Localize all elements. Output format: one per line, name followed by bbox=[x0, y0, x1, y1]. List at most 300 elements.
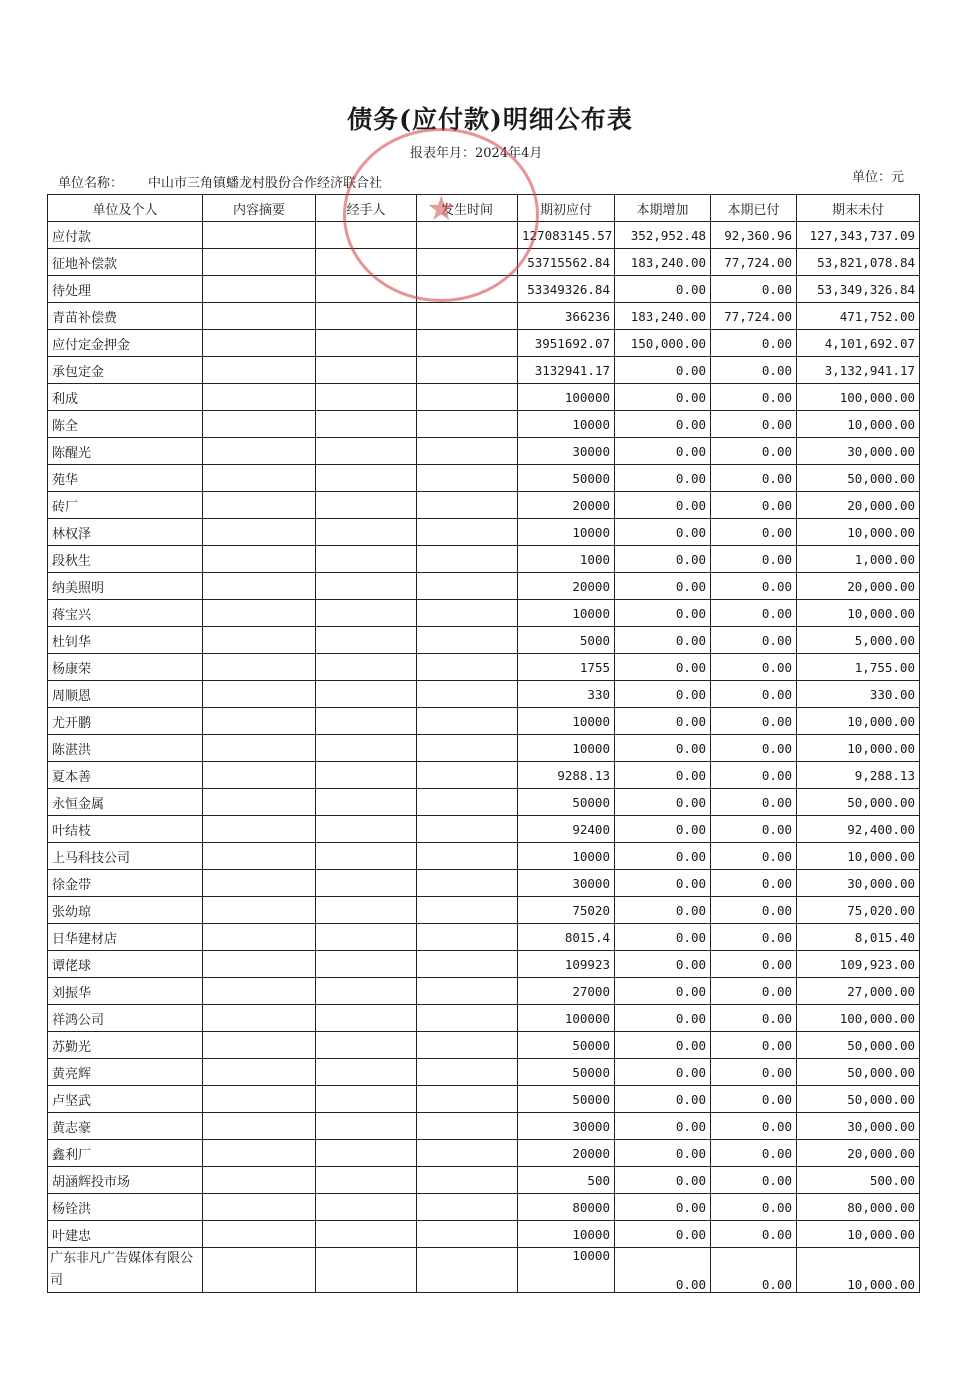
closing-amount: 10,000.00 bbox=[797, 843, 920, 870]
closing-amount: 471,752.00 bbox=[797, 303, 920, 330]
summary-cell bbox=[203, 897, 316, 924]
handler-cell bbox=[316, 1059, 417, 1086]
summary-cell bbox=[203, 870, 316, 897]
opening-amount: 8015.4 bbox=[518, 924, 615, 951]
unit-name-label: 单位名称： bbox=[58, 176, 124, 191]
table-row bbox=[48, 492, 920, 519]
closing-amount: 10,000.00 bbox=[797, 519, 920, 546]
unit-name: 中山市三角镇蟠龙村股份合作经济联合社 bbox=[148, 176, 383, 191]
date-cell bbox=[417, 222, 518, 249]
header-summary: 内容摘要 bbox=[203, 195, 316, 222]
party-name: 黄亮辉 bbox=[48, 1059, 203, 1086]
closing-amount: 20,000.00 bbox=[797, 573, 920, 600]
table-row bbox=[48, 276, 920, 303]
summary-cell bbox=[203, 843, 316, 870]
summary-cell bbox=[203, 438, 316, 465]
paid-amount: 0.00 bbox=[711, 573, 797, 600]
party-name: 尤开鹏 bbox=[48, 708, 203, 735]
handler-cell bbox=[316, 1221, 417, 1248]
paid-amount: 0.00 bbox=[711, 600, 797, 627]
date-cell bbox=[417, 1032, 518, 1059]
opening-amount: 20000 bbox=[518, 573, 615, 600]
summary-cell bbox=[203, 573, 316, 600]
date-cell bbox=[417, 438, 518, 465]
date-cell bbox=[417, 600, 518, 627]
handler-cell bbox=[316, 222, 417, 249]
party-name: 永恒金属 bbox=[48, 789, 203, 816]
handler-cell bbox=[316, 492, 417, 519]
opening-amount: 366236 bbox=[518, 303, 615, 330]
closing-amount: 30,000.00 bbox=[797, 1113, 920, 1140]
increase-amount: 352,952.48 bbox=[615, 222, 711, 249]
date-cell bbox=[417, 1005, 518, 1032]
date-cell bbox=[417, 1221, 518, 1248]
date-cell bbox=[417, 1248, 518, 1293]
increase-amount: 0.00 bbox=[615, 465, 711, 492]
opening-amount: 127083145.57 bbox=[518, 222, 615, 249]
summary-cell bbox=[203, 1005, 316, 1032]
party-name: 杨康荣 bbox=[48, 654, 203, 681]
paid-amount: 0.00 bbox=[711, 492, 797, 519]
summary-cell bbox=[203, 1167, 316, 1194]
date-cell bbox=[417, 303, 518, 330]
increase-amount: 0.00 bbox=[615, 1140, 711, 1167]
opening-amount: 10000 bbox=[518, 708, 615, 735]
increase-amount: 0.00 bbox=[615, 492, 711, 519]
opening-amount: 30000 bbox=[518, 870, 615, 897]
table-row bbox=[48, 1194, 920, 1221]
closing-amount: 50,000.00 bbox=[797, 1032, 920, 1059]
handler-cell bbox=[316, 600, 417, 627]
report-period: 报表年月：2024年4月 bbox=[410, 146, 543, 161]
closing-amount: 10,000.00 bbox=[797, 411, 920, 438]
opening-amount: 10000 bbox=[518, 411, 615, 438]
handler-cell bbox=[316, 735, 417, 762]
date-cell bbox=[417, 681, 518, 708]
summary-cell bbox=[203, 249, 316, 276]
table-row bbox=[48, 357, 920, 384]
opening-amount: 53715562.84 bbox=[518, 249, 615, 276]
paid-amount: 0.00 bbox=[711, 627, 797, 654]
increase-amount: 0.00 bbox=[615, 600, 711, 627]
table-row bbox=[48, 843, 920, 870]
opening-amount: 5000 bbox=[518, 627, 615, 654]
party-name: 苑华 bbox=[48, 465, 203, 492]
summary-cell bbox=[203, 465, 316, 492]
paid-amount: 77,724.00 bbox=[711, 303, 797, 330]
handler-cell bbox=[316, 1140, 417, 1167]
date-cell bbox=[417, 1167, 518, 1194]
summary-cell bbox=[203, 1140, 316, 1167]
handler-cell bbox=[316, 843, 417, 870]
increase-amount: 0.00 bbox=[615, 627, 711, 654]
party-name: 周顺恩 bbox=[48, 681, 203, 708]
table-row bbox=[48, 1167, 920, 1194]
handler-cell bbox=[316, 546, 417, 573]
handler-cell bbox=[316, 1032, 417, 1059]
paid-amount: 92,360.96 bbox=[711, 222, 797, 249]
party-name: 谭佬球 bbox=[48, 951, 203, 978]
increase-amount: 0.00 bbox=[615, 924, 711, 951]
increase-amount: 0.00 bbox=[615, 1059, 711, 1086]
party-name: 征地补偿款 bbox=[48, 249, 203, 276]
closing-amount: 3,132,941.17 bbox=[797, 357, 920, 384]
party-name: 叶建忠 bbox=[48, 1221, 203, 1248]
increase-amount: 0.00 bbox=[615, 384, 711, 411]
opening-amount: 10000 bbox=[518, 843, 615, 870]
header-increase: 本期增加 bbox=[615, 195, 711, 222]
opening-amount: 27000 bbox=[518, 978, 615, 1005]
increase-amount: 0.00 bbox=[615, 870, 711, 897]
increase-amount: 0.00 bbox=[615, 357, 711, 384]
increase-amount: 0.00 bbox=[615, 951, 711, 978]
date-cell bbox=[417, 735, 518, 762]
closing-amount: 92,400.00 bbox=[797, 816, 920, 843]
closing-amount: 100,000.00 bbox=[797, 384, 920, 411]
summary-cell bbox=[203, 411, 316, 438]
date-cell bbox=[417, 654, 518, 681]
opening-amount: 3132941.17 bbox=[518, 357, 615, 384]
increase-amount: 0.00 bbox=[615, 978, 711, 1005]
summary-cell bbox=[203, 1221, 316, 1248]
summary-cell bbox=[203, 546, 316, 573]
table-row bbox=[48, 1140, 920, 1167]
paid-amount: 0.00 bbox=[711, 708, 797, 735]
party-name: 张幼琼 bbox=[48, 897, 203, 924]
header-closing: 期末未付 bbox=[797, 195, 920, 222]
table-row bbox=[48, 519, 920, 546]
paid-amount: 0.00 bbox=[711, 1194, 797, 1221]
opening-amount: 330 bbox=[518, 681, 615, 708]
opening-amount: 80000 bbox=[518, 1194, 615, 1221]
closing-amount: 10,000.00 bbox=[797, 708, 920, 735]
increase-amount: 0.00 bbox=[615, 411, 711, 438]
opening-amount: 100000 bbox=[518, 1005, 615, 1032]
closing-amount: 10,000.00 bbox=[797, 600, 920, 627]
table-row bbox=[48, 951, 920, 978]
table-row bbox=[48, 465, 920, 492]
handler-cell bbox=[316, 384, 417, 411]
table-row bbox=[48, 249, 920, 276]
handler-cell bbox=[316, 654, 417, 681]
closing-amount: 10,000.00 bbox=[797, 1221, 920, 1248]
date-cell bbox=[417, 924, 518, 951]
table-header-row bbox=[48, 195, 920, 222]
party-name: 苏勤光 bbox=[48, 1032, 203, 1059]
date-cell bbox=[417, 708, 518, 735]
handler-cell bbox=[316, 357, 417, 384]
increase-amount: 0.00 bbox=[615, 681, 711, 708]
table-row bbox=[48, 573, 920, 600]
opening-amount: 20000 bbox=[518, 1140, 615, 1167]
currency-unit-label: 单位：元 bbox=[852, 170, 905, 185]
closing-amount: 109,923.00 bbox=[797, 951, 920, 978]
handler-cell bbox=[316, 303, 417, 330]
handler-cell bbox=[316, 276, 417, 303]
table-row bbox=[48, 1221, 920, 1248]
table-row bbox=[48, 978, 920, 1005]
closing-amount: 100,000.00 bbox=[797, 1005, 920, 1032]
closing-amount: 500.00 bbox=[797, 1167, 920, 1194]
table-body bbox=[48, 222, 920, 1293]
party-name: 刘振华 bbox=[48, 978, 203, 1005]
closing-amount: 30,000.00 bbox=[797, 438, 920, 465]
increase-amount: 0.00 bbox=[615, 1167, 711, 1194]
table-row bbox=[48, 1113, 920, 1140]
table-row bbox=[48, 384, 920, 411]
date-cell bbox=[417, 762, 518, 789]
summary-cell bbox=[203, 1086, 316, 1113]
paid-amount: 0.00 bbox=[711, 1113, 797, 1140]
table-row bbox=[48, 654, 920, 681]
handler-cell bbox=[316, 1005, 417, 1032]
summary-cell bbox=[203, 519, 316, 546]
closing-amount: 8,015.40 bbox=[797, 924, 920, 951]
paid-amount: 0.00 bbox=[711, 735, 797, 762]
date-cell bbox=[417, 627, 518, 654]
party-name: 林权泽 bbox=[48, 519, 203, 546]
paid-amount: 0.00 bbox=[711, 789, 797, 816]
paid-amount: 0.00 bbox=[711, 357, 797, 384]
date-cell bbox=[417, 465, 518, 492]
date-cell bbox=[417, 249, 518, 276]
table-row bbox=[48, 1248, 920, 1293]
date-cell bbox=[417, 870, 518, 897]
page-title: 债务(应付款)明细公布表 bbox=[347, 105, 633, 134]
increase-amount: 0.00 bbox=[615, 276, 711, 303]
paid-amount: 0.00 bbox=[711, 1032, 797, 1059]
opening-amount: 50000 bbox=[518, 1086, 615, 1113]
handler-cell bbox=[316, 897, 417, 924]
paid-amount: 0.00 bbox=[711, 519, 797, 546]
paid-amount: 77,724.00 bbox=[711, 249, 797, 276]
opening-amount: 75020 bbox=[518, 897, 615, 924]
paid-amount: 0.00 bbox=[711, 681, 797, 708]
handler-cell bbox=[316, 708, 417, 735]
handler-cell bbox=[316, 978, 417, 1005]
date-cell bbox=[417, 1059, 518, 1086]
closing-amount: 80,000.00 bbox=[797, 1194, 920, 1221]
increase-amount: 0.00 bbox=[615, 546, 711, 573]
party-name: 承包定金 bbox=[48, 357, 203, 384]
handler-cell bbox=[316, 411, 417, 438]
opening-amount: 50000 bbox=[518, 789, 615, 816]
summary-cell bbox=[203, 1194, 316, 1221]
closing-amount: 30,000.00 bbox=[797, 870, 920, 897]
closing-amount: 20,000.00 bbox=[797, 1140, 920, 1167]
paid-amount: 0.00 bbox=[711, 978, 797, 1005]
date-cell bbox=[417, 519, 518, 546]
closing-amount: 50,000.00 bbox=[797, 1086, 920, 1113]
handler-cell bbox=[316, 924, 417, 951]
increase-amount: 150,000.00 bbox=[615, 330, 711, 357]
paid-amount: 0.00 bbox=[711, 1248, 797, 1293]
party-name: 黄志豪 bbox=[48, 1113, 203, 1140]
paid-amount: 0.00 bbox=[711, 654, 797, 681]
party-name: 徐金带 bbox=[48, 870, 203, 897]
opening-amount: 9288.13 bbox=[518, 762, 615, 789]
party-name: 鑫利厂 bbox=[48, 1140, 203, 1167]
table-row bbox=[48, 897, 920, 924]
table-row bbox=[48, 735, 920, 762]
paid-amount: 0.00 bbox=[711, 951, 797, 978]
date-cell bbox=[417, 330, 518, 357]
summary-cell bbox=[203, 978, 316, 1005]
handler-cell bbox=[316, 330, 417, 357]
increase-amount: 0.00 bbox=[615, 816, 711, 843]
date-cell bbox=[417, 897, 518, 924]
table-row bbox=[48, 681, 920, 708]
summary-cell bbox=[203, 654, 316, 681]
party-name: 上马科技公司 bbox=[48, 843, 203, 870]
increase-amount: 0.00 bbox=[615, 438, 711, 465]
table-row bbox=[48, 924, 920, 951]
handler-cell bbox=[316, 1086, 417, 1113]
opening-amount: 50000 bbox=[518, 465, 615, 492]
increase-amount: 0.00 bbox=[615, 1005, 711, 1032]
summary-cell bbox=[203, 276, 316, 303]
increase-amount: 0.00 bbox=[615, 1113, 711, 1140]
opening-amount: 30000 bbox=[518, 438, 615, 465]
handler-cell bbox=[316, 1167, 417, 1194]
increase-amount: 0.00 bbox=[615, 1086, 711, 1113]
paid-amount: 0.00 bbox=[711, 897, 797, 924]
opening-amount: 92400 bbox=[518, 816, 615, 843]
table-row bbox=[48, 1005, 920, 1032]
party-name: 叶结枝 bbox=[48, 816, 203, 843]
summary-cell bbox=[203, 762, 316, 789]
closing-amount: 53,349,326.84 bbox=[797, 276, 920, 303]
party-name: 蒋宝兴 bbox=[48, 600, 203, 627]
increase-amount: 0.00 bbox=[615, 1248, 711, 1293]
paid-amount: 0.00 bbox=[711, 816, 797, 843]
party-name: 陈醒光 bbox=[48, 438, 203, 465]
paid-amount: 0.00 bbox=[711, 762, 797, 789]
party-name: 应付定金押金 bbox=[48, 330, 203, 357]
table-row bbox=[48, 1086, 920, 1113]
opening-amount: 1000 bbox=[518, 546, 615, 573]
increase-amount: 0.00 bbox=[615, 654, 711, 681]
increase-amount: 0.00 bbox=[615, 789, 711, 816]
header-paid: 本期已付 bbox=[711, 195, 797, 222]
increase-amount: 0.00 bbox=[615, 762, 711, 789]
table-row bbox=[48, 330, 920, 357]
opening-amount: 109923 bbox=[518, 951, 615, 978]
party-name: 青苗补偿费 bbox=[48, 303, 203, 330]
table-row bbox=[48, 222, 920, 249]
closing-amount: 9,288.13 bbox=[797, 762, 920, 789]
closing-amount: 330.00 bbox=[797, 681, 920, 708]
opening-amount: 10000 bbox=[518, 1221, 615, 1248]
handler-cell bbox=[316, 1194, 417, 1221]
opening-amount: 10000 bbox=[518, 519, 615, 546]
opening-amount: 20000 bbox=[518, 492, 615, 519]
paid-amount: 0.00 bbox=[711, 465, 797, 492]
paid-amount: 0.00 bbox=[711, 1086, 797, 1113]
closing-amount: 10,000.00 bbox=[797, 1248, 920, 1293]
closing-amount: 27,000.00 bbox=[797, 978, 920, 1005]
closing-amount: 1,000.00 bbox=[797, 546, 920, 573]
party-name: 卢坚武 bbox=[48, 1086, 203, 1113]
handler-cell bbox=[316, 789, 417, 816]
closing-amount: 20,000.00 bbox=[797, 492, 920, 519]
date-cell bbox=[417, 492, 518, 519]
handler-cell bbox=[316, 1113, 417, 1140]
opening-amount: 100000 bbox=[518, 384, 615, 411]
date-cell bbox=[417, 411, 518, 438]
header-opening: 期初应付 bbox=[518, 195, 615, 222]
handler-cell bbox=[316, 951, 417, 978]
closing-amount: 50,000.00 bbox=[797, 789, 920, 816]
table-row bbox=[48, 789, 920, 816]
summary-cell bbox=[203, 951, 316, 978]
date-cell bbox=[417, 1194, 518, 1221]
closing-amount: 4,101,692.07 bbox=[797, 330, 920, 357]
closing-amount: 1,755.00 bbox=[797, 654, 920, 681]
party-name: 应付款 bbox=[48, 222, 203, 249]
handler-cell bbox=[316, 681, 417, 708]
summary-cell bbox=[203, 330, 316, 357]
closing-amount: 127,343,737.09 bbox=[797, 222, 920, 249]
closing-amount: 53,821,078.84 bbox=[797, 249, 920, 276]
summary-cell bbox=[203, 600, 316, 627]
increase-amount: 0.00 bbox=[615, 1194, 711, 1221]
table-row bbox=[48, 708, 920, 735]
paid-amount: 0.00 bbox=[711, 546, 797, 573]
handler-cell bbox=[316, 1248, 417, 1293]
date-cell bbox=[417, 1086, 518, 1113]
opening-amount: 53349326.84 bbox=[518, 276, 615, 303]
opening-amount: 10000 bbox=[518, 600, 615, 627]
summary-cell bbox=[203, 627, 316, 654]
paid-amount: 0.00 bbox=[711, 1140, 797, 1167]
party-name: 陈全 bbox=[48, 411, 203, 438]
closing-amount: 75,020.00 bbox=[797, 897, 920, 924]
paid-amount: 0.00 bbox=[711, 276, 797, 303]
increase-amount: 0.00 bbox=[615, 1221, 711, 1248]
seal-star-icon: ★ bbox=[426, 189, 457, 229]
increase-amount: 183,240.00 bbox=[615, 303, 711, 330]
opening-amount: 500 bbox=[518, 1167, 615, 1194]
header-handler: 经手人 bbox=[316, 195, 417, 222]
header-party: 单位及个人 bbox=[48, 195, 203, 222]
opening-amount: 10000 bbox=[518, 735, 615, 762]
table-row bbox=[48, 546, 920, 573]
summary-cell bbox=[203, 681, 316, 708]
date-cell bbox=[417, 789, 518, 816]
increase-amount: 0.00 bbox=[615, 708, 711, 735]
increase-amount: 0.00 bbox=[615, 1032, 711, 1059]
handler-cell bbox=[316, 870, 417, 897]
increase-amount: 0.00 bbox=[615, 897, 711, 924]
date-cell bbox=[417, 276, 518, 303]
summary-cell bbox=[203, 384, 316, 411]
increase-amount: 0.00 bbox=[615, 735, 711, 762]
handler-cell bbox=[316, 519, 417, 546]
opening-amount: 1755 bbox=[518, 654, 615, 681]
table-row bbox=[48, 438, 920, 465]
party-name: 陈湛洪 bbox=[48, 735, 203, 762]
summary-cell bbox=[203, 492, 316, 519]
handler-cell bbox=[316, 573, 417, 600]
date-cell bbox=[417, 978, 518, 1005]
increase-amount: 0.00 bbox=[615, 519, 711, 546]
paid-amount: 0.00 bbox=[711, 1005, 797, 1032]
party-name: 日华建材店 bbox=[48, 924, 203, 951]
handler-cell bbox=[316, 816, 417, 843]
party-name: 夏本善 bbox=[48, 762, 203, 789]
party-name: 祥鸿公司 bbox=[48, 1005, 203, 1032]
